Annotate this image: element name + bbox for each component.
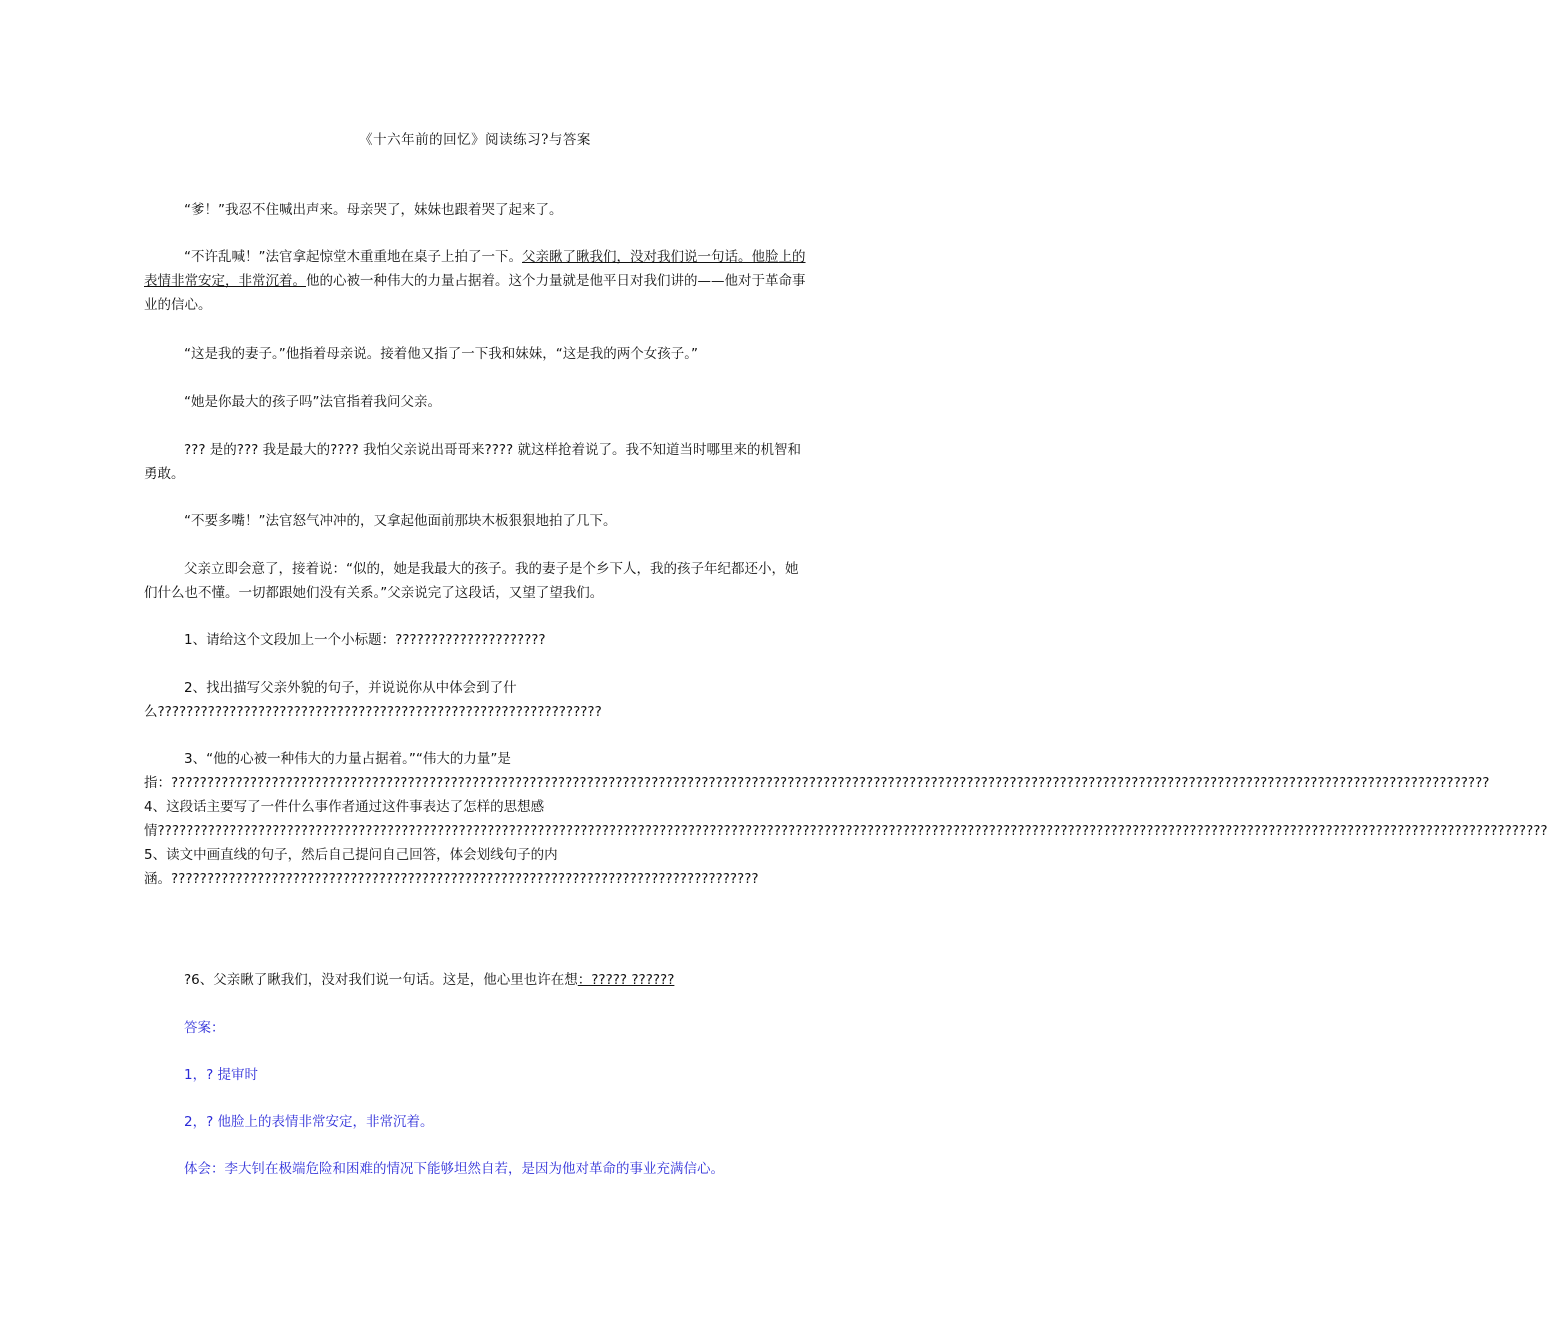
answer-1: 1，? 提审时: [184, 1067, 259, 1083]
underlined-sentence: 父亲瞅了瞅我们，没对我们说一句话。他脸上的表情非常安定，非常沉着。: [144, 249, 806, 289]
answer-2: 2，? 他脸上的表情非常安定，非常沉着。: [184, 1114, 434, 1130]
paragraph-2-text-c: 他的心被一种伟大的力量占据着。这个力量就是他平日对我们讲的——他对于革命事业的信心。: [144, 273, 806, 313]
question-6-text: ?6、父亲瞅了瞅我们，没对我们说一句话。这是，他心里也许在想: [184, 972, 578, 988]
paragraph-3: “这是我的妻子。”他指着母亲说。接着他又指了一下我和妹妹，“这是我的两个女孩子。”: [184, 346, 698, 362]
paragraph-6: “不要多嘴！”法官怒气冲冲的，又拿起他面前那块木板狠狠地拍了几下。: [184, 513, 617, 529]
paragraph-7: 父亲立即会意了，接着说：“似的，她是我最大的孩子。我的妻子是个乡下人，我的孩子年纪都还小，她们什么也不懂。一切都跟她们没有关系。”父亲说完了这段话，又望了望我们。: [144, 561, 799, 601]
answers-heading: 答案：: [184, 1020, 225, 1036]
question-6: [144, 968, 806, 992]
answer-insight: 体会：李大钊在极端危险和困难的情况下能够坦然自若，是因为他对革命的事业充满信心。: [184, 1161, 724, 1177]
paragraph-1: “爹！”我忍不住喊出声来。母亲哭了，妹妹也跟着哭了起来了。: [184, 202, 563, 218]
question-6-blank: ：????? ??????: [577, 972, 675, 988]
paragraph-4: “她是你最大的孩子吗”法官指着我问父亲。: [184, 394, 441, 410]
paragraph-2-text-a: “不许乱喊！”法官拿起惊堂木重重地在桌子上拍了一下。: [184, 249, 522, 265]
question-2: 2、找出描写父亲外貌的句子，并说说你从中体会到了什么??????????????????????????????????????????????????????????????: [144, 680, 602, 720]
document-title: 《十六年前的回忆》阅读练习?与答案: [359, 132, 591, 148]
paragraph-2: [144, 245, 806, 317]
paragraph-5: ??? 是的??? 我是最大的???? 我怕父亲说出哥哥来???? 就这样抢着说了。我不知道当时哪里来的机智和勇敢。: [144, 442, 801, 482]
questions-3-4-5: 3、“他的心被一种伟大的力量占据着。”“伟大的力量”是指：????????????????????????????????????????????????????????????????????????????????????????????????????????????????????????????????????????????????????????????????????????????????????????4、这段话主要写了一件什么事作者通过这件事表达了怎样的思想感情??????????????????????????????????????????????????????????????????????????????????????????????????????????????????????????????????????????????????????????????????????????????????????????????????5、读文中画直线的句子，然后自己提问自己回答，体会划线句子的内涵。??????????????????????????????????????????????????????????????????????????????????: [144, 751, 1548, 887]
question-1: 1、请给这个文段加上一个小标题：?????????????????????: [184, 632, 546, 648]
